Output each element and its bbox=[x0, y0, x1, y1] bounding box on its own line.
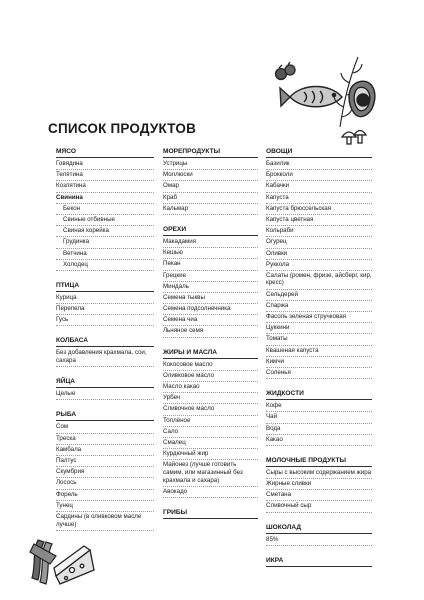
category-section bbox=[163, 225, 258, 338]
list-item: Кешью bbox=[163, 248, 258, 259]
list-item: Спаржа bbox=[266, 301, 372, 312]
list-item: Сливочное масло bbox=[163, 404, 258, 415]
category-heading: РЫБА bbox=[56, 410, 154, 421]
category-heading: ЖИРЫ И МАСЛА bbox=[163, 348, 258, 359]
list-item: Оливки bbox=[266, 249, 372, 260]
food-illustration-top bbox=[268, 55, 380, 147]
list-item: Топлёное bbox=[163, 416, 258, 427]
list-item: Без добавления крахмала, сои, сахара bbox=[56, 348, 154, 367]
list-item: Скумбрия bbox=[56, 467, 154, 478]
category-item-list bbox=[56, 348, 154, 367]
bacon-icon bbox=[30, 540, 56, 584]
list-item: Грудинка bbox=[56, 237, 154, 248]
category-heading: ГРИБЫ bbox=[163, 508, 258, 519]
list-item: Свиные отбивные bbox=[56, 215, 154, 226]
tomato-icon bbox=[276, 62, 296, 80]
list-item: 85% bbox=[266, 535, 372, 546]
category-section bbox=[163, 147, 258, 215]
column-2 bbox=[163, 147, 258, 520]
category-item-list bbox=[56, 293, 154, 327]
list-item: Томаты bbox=[266, 334, 372, 345]
list-item: Кальмар bbox=[163, 204, 258, 215]
subcategory-heading: Свинина bbox=[56, 193, 154, 204]
category-item-list bbox=[163, 159, 258, 215]
list-item: Какао bbox=[266, 435, 372, 446]
list-item: Капуста брюссельская bbox=[266, 204, 372, 215]
list-item: Сардины (в оливковом масле лучше) bbox=[56, 512, 154, 531]
list-item: Холодец bbox=[56, 260, 154, 271]
category-section bbox=[56, 281, 154, 327]
list-item: Соленья bbox=[266, 368, 372, 379]
category-section bbox=[56, 336, 154, 367]
list-item: Говядина bbox=[56, 159, 154, 170]
list-item: Треска bbox=[56, 434, 154, 445]
list-item: Сметана bbox=[266, 490, 372, 501]
list-item: Майонез (лучше готовить самим, или магазинный без крахмала и сахара) bbox=[163, 460, 258, 486]
list-item: Сыры с высоким содержанием жира bbox=[266, 468, 372, 479]
list-item: Бекон bbox=[56, 204, 154, 215]
category-item-list bbox=[266, 401, 372, 446]
column-3 bbox=[266, 147, 372, 568]
column-1 bbox=[56, 147, 154, 531]
list-item: Кофе bbox=[266, 401, 372, 412]
list-item: Макадамия bbox=[163, 237, 258, 248]
avocado-icon bbox=[349, 81, 375, 116]
list-item: Семена тыквы bbox=[163, 293, 258, 304]
list-item: Квашеная капуста bbox=[266, 346, 372, 357]
category-heading: КОЛБАСА bbox=[56, 336, 154, 347]
category-item-list bbox=[163, 237, 258, 338]
list-item: Козлятина bbox=[56, 181, 154, 192]
list-item: Грецкие bbox=[163, 271, 258, 282]
list-item: Брокколи bbox=[266, 170, 372, 181]
list-item: Телятина bbox=[56, 170, 154, 181]
list-item: Миндаль bbox=[163, 282, 258, 293]
list-item: Омар bbox=[163, 181, 258, 192]
list-item: Пекан bbox=[163, 259, 258, 270]
list-item: Фасоль зеленая стручковая bbox=[266, 312, 372, 323]
category-section bbox=[163, 508, 258, 519]
category-item-list bbox=[266, 468, 372, 513]
list-item: Льняное семя bbox=[163, 326, 258, 337]
category-section bbox=[266, 147, 372, 379]
category-item-list bbox=[56, 389, 154, 400]
list-item: Кольраби bbox=[266, 226, 372, 237]
list-item: Базилик bbox=[266, 159, 372, 170]
list-item: Сливочный сыр bbox=[266, 501, 372, 512]
list-item: Сельдерей bbox=[266, 290, 372, 301]
category-item-list bbox=[266, 159, 372, 379]
category-section bbox=[266, 523, 372, 546]
list-item: Сало bbox=[163, 427, 258, 438]
list-item: Руккола bbox=[266, 260, 372, 271]
category-heading: ЖИДКОСТИ bbox=[266, 389, 372, 400]
list-item: Краб bbox=[163, 193, 258, 204]
category-heading: ОВОЩИ bbox=[266, 147, 372, 158]
category-item-list bbox=[163, 360, 258, 498]
list-item: Семена чиа bbox=[163, 315, 258, 326]
category-section bbox=[163, 348, 258, 498]
fish-icon bbox=[280, 87, 342, 107]
category-section bbox=[266, 389, 372, 446]
list-item: Камбала bbox=[56, 445, 154, 456]
list-item: Урбеч bbox=[163, 393, 258, 404]
category-section bbox=[56, 147, 154, 271]
category-section bbox=[266, 456, 372, 513]
list-item: Курдючный жир bbox=[163, 449, 258, 460]
list-item: Авокадо bbox=[163, 487, 258, 498]
list-item: Устрицы bbox=[163, 159, 258, 170]
list-item: Кокосовое масло bbox=[163, 360, 258, 371]
page-title: СПИСОК ПРОДУКТОВ bbox=[48, 121, 197, 136]
list-item: Курица bbox=[56, 293, 154, 304]
list-item: Салаты (ромен, фризе, айсберг, кир, кресс) bbox=[266, 271, 372, 290]
list-item: Кимчи bbox=[266, 357, 372, 368]
list-item: Форель bbox=[56, 490, 154, 501]
list-item: Гусь bbox=[56, 315, 154, 326]
category-heading: ПТИЦА bbox=[56, 281, 154, 292]
food-illustration-bottom bbox=[26, 524, 98, 588]
category-heading: ШОКОЛАД bbox=[266, 523, 372, 534]
list-item: Чай bbox=[266, 412, 372, 423]
list-item: Ветчина bbox=[56, 249, 154, 260]
list-item: Капуста цветная bbox=[266, 215, 372, 226]
category-section bbox=[56, 377, 154, 400]
list-item: Лосось bbox=[56, 478, 154, 489]
list-item: Огурец bbox=[266, 237, 372, 248]
list-item: Свиная корейка bbox=[56, 226, 154, 237]
list-item: Палтус bbox=[56, 456, 154, 467]
category-item-list bbox=[266, 535, 372, 546]
list-item: Перепела bbox=[56, 304, 154, 315]
category-heading: МОЛОЧНЫЕ ПРОДУКТЫ bbox=[266, 456, 372, 467]
category-heading: МОРЕПРОДУКТЫ bbox=[163, 147, 258, 158]
list-item: Целые bbox=[56, 389, 154, 400]
list-item: Тунец bbox=[56, 501, 154, 512]
list-item: Капуста bbox=[266, 193, 372, 204]
list-item: Цуккини bbox=[266, 323, 372, 334]
list-item: Жирные сливки bbox=[266, 479, 372, 490]
list-item: Вода bbox=[266, 424, 372, 435]
category-item-list bbox=[56, 159, 154, 271]
list-item: Смалец bbox=[163, 438, 258, 449]
category-section bbox=[56, 410, 154, 530]
list-item: Семена подсолнечника bbox=[163, 304, 258, 315]
cheese-icon bbox=[54, 546, 94, 584]
category-section bbox=[266, 556, 372, 567]
category-item-list bbox=[56, 422, 154, 530]
list-item: Сом bbox=[56, 422, 154, 433]
category-heading: МЯСО bbox=[56, 147, 154, 158]
mushroom-icon bbox=[342, 131, 366, 145]
list-item: Кабачки bbox=[266, 181, 372, 192]
list-item: Оливковое масло bbox=[163, 371, 258, 382]
category-heading: ЯЙЦА bbox=[56, 377, 154, 388]
list-item: Масло какао bbox=[163, 382, 258, 393]
category-heading: ИКРА bbox=[266, 556, 372, 567]
category-heading: ОРЕХИ bbox=[163, 225, 258, 236]
list-item: Моллюски bbox=[163, 170, 258, 181]
